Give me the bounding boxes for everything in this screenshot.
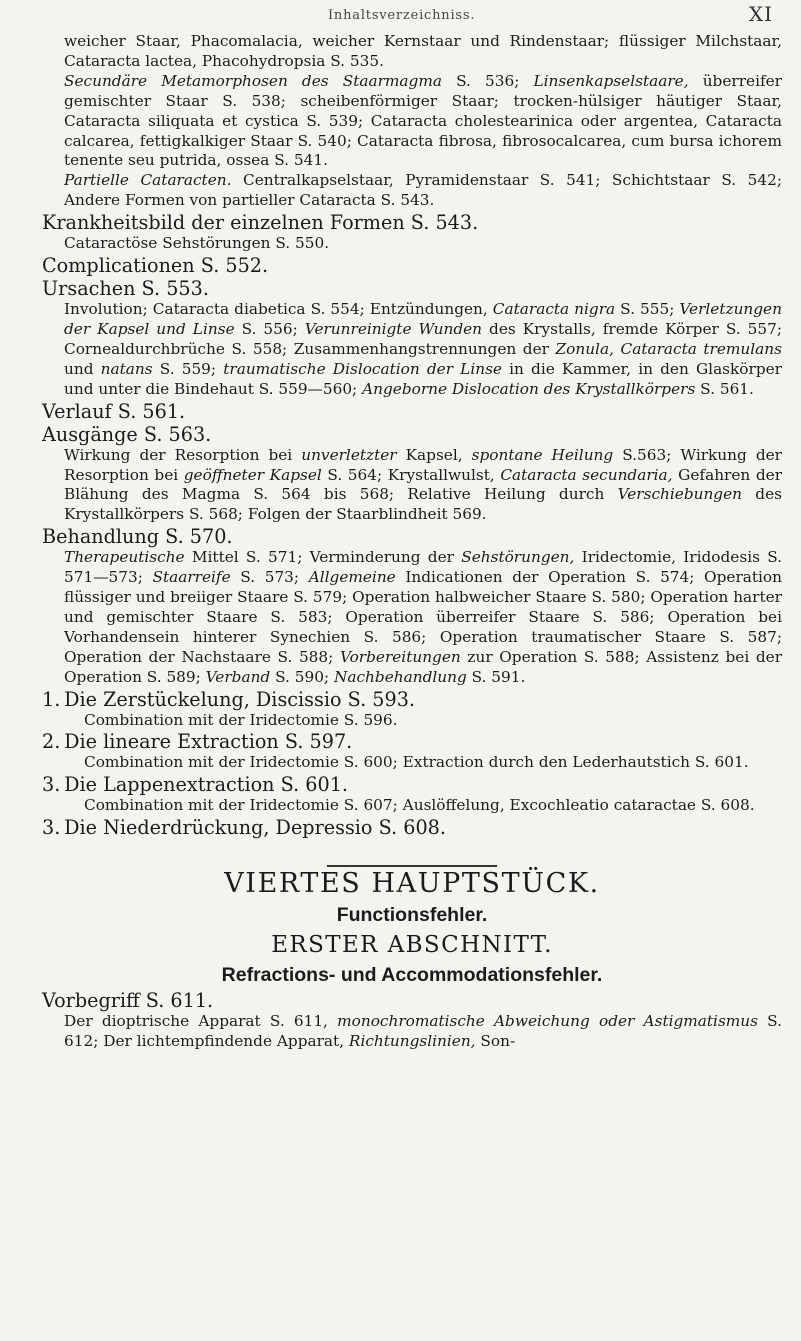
toc-entry: Therapeutische Mittel S. 571; Verminderung der Sehstörungen, Iridectomie, Iridodesis S. 571—573; Staarreife S. 573; Allgemeine Indicationen der Operation S. 574; Operation flüssiger und breiiger Staare S. 579; Operation halbweicher Staare S. 580; Operation harter und gemischter Staare S. 583; Operation überreifer Staare S. 586; Operation bei Vorhandensein hinterer Synechien S. 586; Operation traumatischer Staare S. 587; Operation der Nachstaare S. 588; Vorbereitungen zur Operation S. 588; Assistenz bei der Operation S. 589; Verband S. 590; Nachbehandlung S. 591. <box>64 548 783 686</box>
running-title: Inhaltsverzeichniss. <box>328 8 476 23</box>
numbered-heading: 3. Die Lappenextraction S. 601. <box>42 773 349 797</box>
section-heading: Verlauf S. 561. <box>42 399 186 423</box>
chapter-title: VIERTES HAUPTSTÜCK. <box>224 868 600 900</box>
section-heading: Ausgänge S. 563. <box>42 422 212 446</box>
toc-entry: Cataractöse Sehstörungen S. 550. <box>64 234 330 253</box>
toc-entry: Combination mit der Iridectomie S. 607; Auslöffelung, Excochleatio cataractae S. 608. <box>84 796 755 815</box>
toc-entry: Secundäre Metamorphosen des Staarmagma S. 536; Linsenkapselstaare, überreifer gemischter Staar S. 538; scheibenförmiger Staar; trocken-hülsiger häutiger Staar, Cataracta siliquata et cystica S. 539; Cataracta cholestearinica oder argentea, Cataracta calcarea, fettigkalkiger Staar S. 540; Cataracta fibrosa, fibrosocalcarea, cum bursa ichorem tenente seu putrida, ossea S. 541. <box>64 71 782 170</box>
toc-entry: weicher Staar, Phacomalacia, weicher Kernstaar und Rindenstaar; flüssiger Milchstaar, Cataracta lactea, Phacohydropsia S. 535. <box>64 32 782 70</box>
table-of-contents <box>42 32 782 1052</box>
toc-entry: Involution; Cataracta diabetica S. 554; Entzündungen, Cataracta nigra S. 555; Verletzungen der Kapsel und Linse S. 556; Verunreinigte Wunden des Krystalls, fremde Körper S. 557; Cornealdurchbrüche S. 558; Zusammenhangstrennungen der Zonula, Cataracta tremulans und natans S. 559; traumatische Dislocation der Linse in die Kammer, in den Glaskörper und unter die Bindehaut S. 559—560; Angeborne Dislocation des Krystallkörpers S. 561. <box>64 300 782 398</box>
toc-entry: Partielle Cataracten. Centralkapselstaar, Pyramidenstaar S. 541; Schichtstaar S. 542; Andere Formen von partieller Cataracta S. 543. <box>64 171 782 210</box>
section-subtitle: Refractions- und Accommodationsfehler. <box>221 964 603 987</box>
toc-entry: Combination mit der Iridectomie S. 596. <box>84 710 398 729</box>
toc-entry: Der dioptrische Apparat S. 611, monochromatische Abweichung oder Astigmatismus S. 612; Der lichtempfindende Apparat, Richtungslinien, Son- <box>64 1012 782 1051</box>
numbered-heading: 2. Die lineare Extraction S. 597. <box>42 730 353 754</box>
section-heading: Behandlung S. 570. <box>42 525 233 549</box>
toc-entry: Combination mit der Iridectomie S. 600; Extraction durch den Lederhautstich S. 601. <box>84 753 749 772</box>
chapter-subtitle: Functionsfehler. <box>336 904 488 927</box>
section-heading: Complicationen S. 552. <box>42 254 269 278</box>
section-heading: Ursachen S. 553. <box>42 277 209 301</box>
page-number: XI <box>748 2 773 26</box>
section-title: ERSTER ABSCHNITT. <box>271 932 553 959</box>
numbered-heading: 3. Die Niederdrückung, Depressio S. 608. <box>42 816 446 840</box>
section-heading: Vorbegriff S. 611. <box>42 989 214 1013</box>
toc-entry: Wirkung der Resorption bei unverletzter Kapsel, spontane Heilung S.563; Wirkung der Resorption bei geöffneter Kapsel S. 564; Krystallwulst, Cataracta secundaria, Gefahren der Blähung des Magma S. 564 bis 568; Relative Heilung durch Verschiebungen des Krystallkörpers S. 568; Folgen der Staarblindheit 569. <box>64 445 783 524</box>
section-heading: Krankheitsbild der einzelnen Formen S. 543. <box>42 211 479 235</box>
numbered-heading: 1. Die Zerstückelung, Discissio S. 593. <box>42 687 416 711</box>
